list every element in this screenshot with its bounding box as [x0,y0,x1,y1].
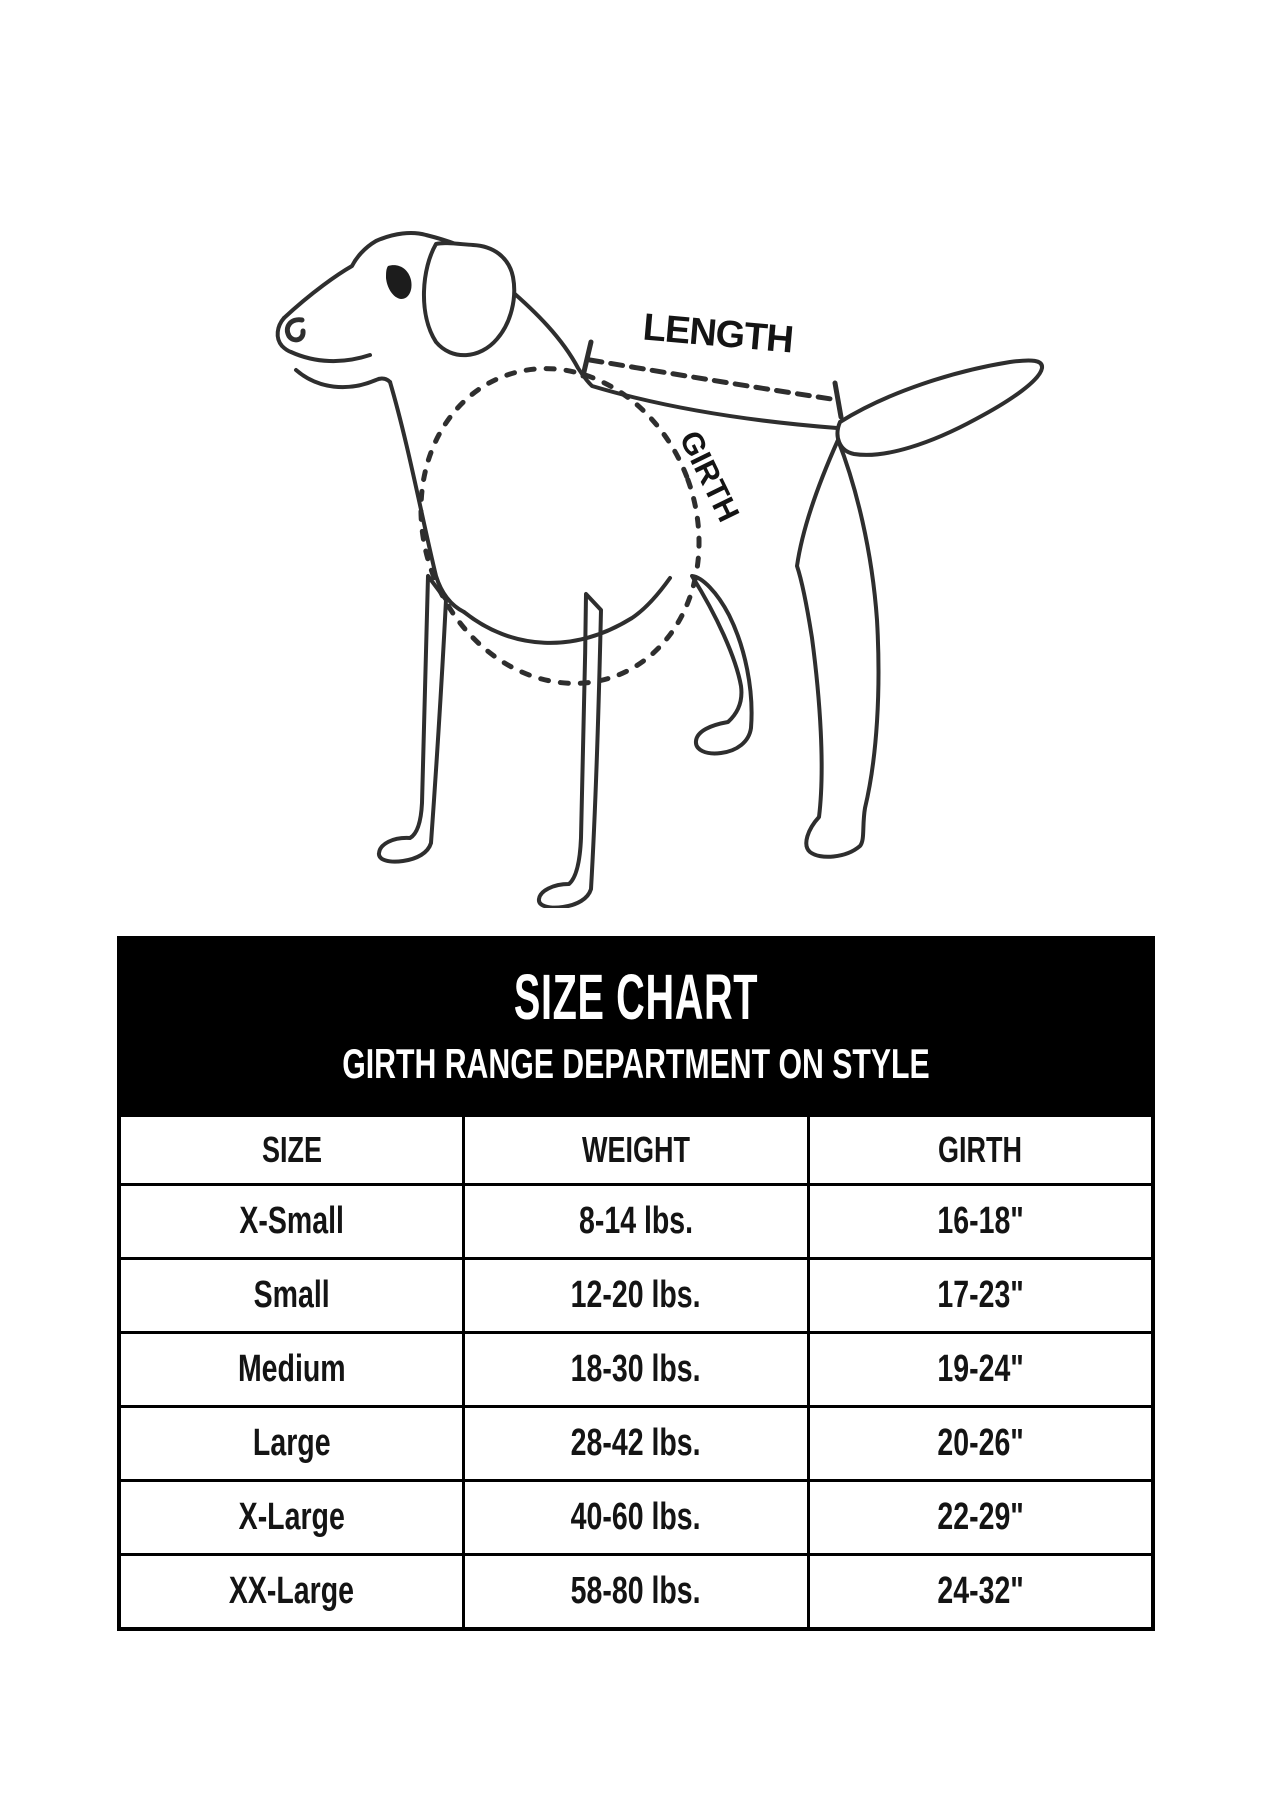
weight-cell: 28-42 lbs. [464,1407,809,1481]
dog-outline-illustration [240,228,1060,908]
girth-cell: 22-29" [808,1481,1153,1555]
table-row [119,1481,1153,1555]
dog-nostril-icon [287,320,303,340]
column-header-weight: WEIGHT [464,1115,809,1185]
table-row [119,1555,1153,1630]
table-row [119,1259,1153,1333]
size-cell: Large [119,1407,464,1481]
dog-belly-line [464,578,670,643]
girth-cell: 17-23" [808,1259,1153,1333]
table-row [119,1407,1153,1481]
dog-eye-icon [386,265,412,299]
weight-cell: 18-30 lbs. [464,1333,809,1407]
girth-cell: 16-18" [808,1185,1153,1259]
size-cell: Medium [119,1333,464,1407]
dog-hind-leg-near [797,440,879,857]
table-row [119,1333,1153,1407]
size-cell: X-Large [119,1481,464,1555]
table-row [119,1185,1153,1259]
dog-hind-leg-far [692,576,752,753]
girth-cell: 24-32" [808,1555,1153,1630]
dog-mouth-line [291,352,370,361]
length-tick-end [835,383,841,417]
girth-cell: 19-24" [808,1333,1153,1407]
dog-tail [838,360,1043,454]
dog-ear [424,243,514,355]
size-chart-banner [117,936,1155,1113]
size-cell: XX-Large [119,1555,464,1630]
size-cell: Small [119,1259,464,1333]
column-header-girth: GIRTH [808,1115,1153,1185]
table-header-row [119,1115,1153,1185]
page-title: SIZE CHART [513,960,759,1033]
weight-cell: 40-60 lbs. [464,1481,809,1555]
weight-cell: 58-80 lbs. [464,1555,809,1630]
girth-label: GIRTH [672,425,747,528]
column-header-size: SIZE [119,1115,464,1185]
dog-front-leg-near [379,576,446,862]
weight-cell: 8-14 lbs. [464,1185,809,1259]
weight-cell: 12-20 lbs. [464,1259,809,1333]
girth-cell: 20-26" [808,1407,1153,1481]
page-subtitle: GIRTH RANGE DEPARTMENT ON STYLE [342,1039,930,1087]
length-label: LENGTH [641,306,795,362]
size-chart-table [117,1113,1155,1631]
dog-jaw-line [296,370,390,387]
size-cell: X-Small [119,1185,464,1259]
